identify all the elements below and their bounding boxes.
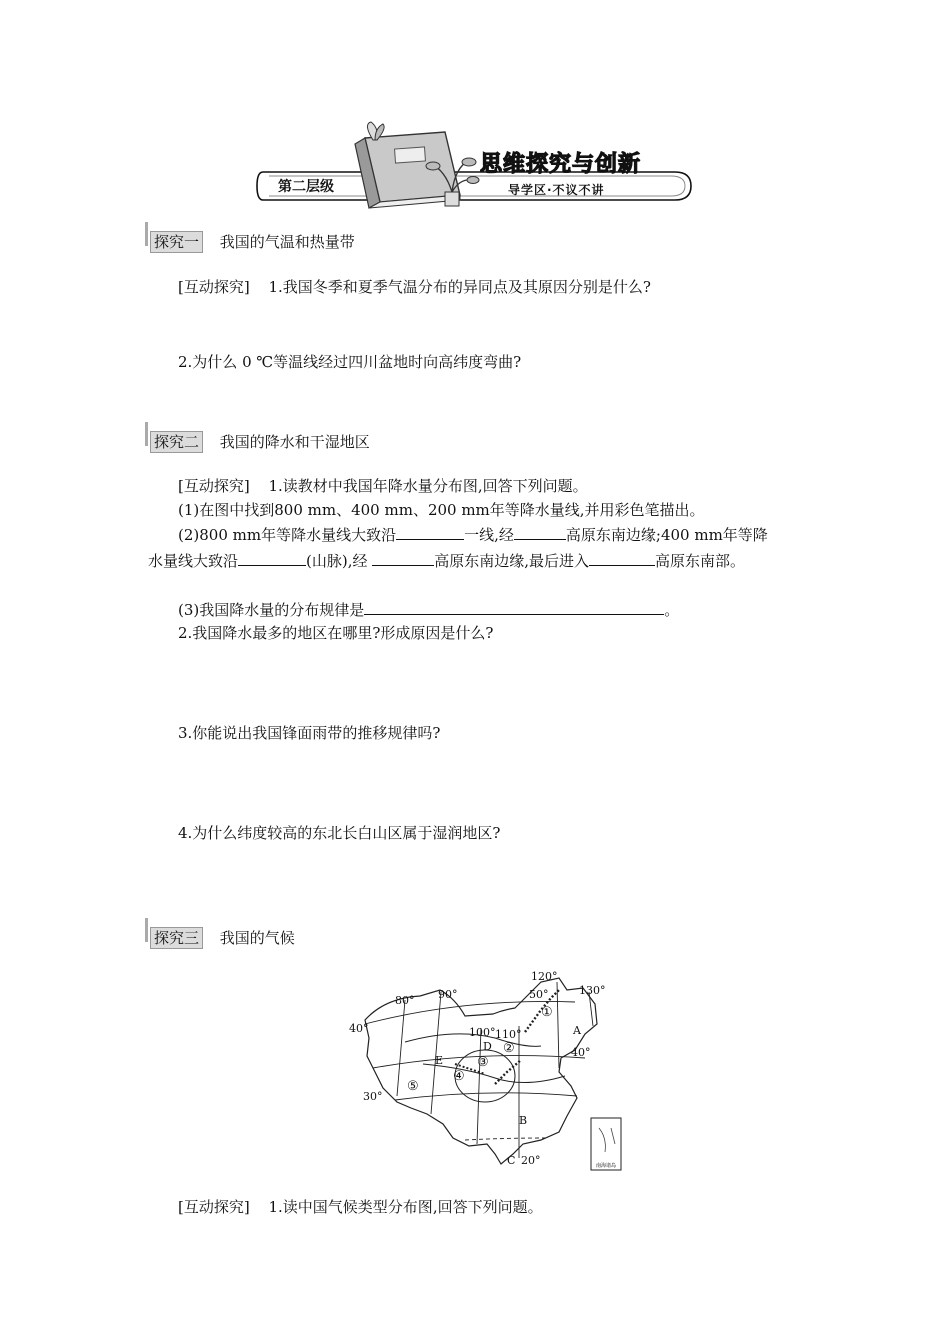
text-segment: 。 [664,601,680,619]
lon-120-label: 120° [531,970,558,983]
fill-blank[interactable] [372,549,434,566]
region-c-label: C [507,1154,516,1167]
text-segment: 水量线大致沿 [148,552,239,570]
lat-40-east-label: 40° [571,1046,591,1059]
south-china-sea-inset [591,1118,621,1170]
banner-title: 思维探究与创新 [480,152,642,177]
section-2-question-1a: (1)在图中找到800 mm、400 mm、200 mm年等降水量线,并用彩色笔描出。 [178,501,705,519]
fill-blank[interactable] [364,598,664,615]
interactive-prefix: [互动探究] [178,278,250,296]
region-e-label: E [435,1054,444,1067]
section-1-header [150,231,355,253]
inset-label: 南海诸岛 [595,1163,617,1169]
banner-level-label: 第二层级 [278,179,334,195]
section-2-question-4: 4.为什么纬度较高的东北长白山区属于湿润地区? [178,824,501,842]
region-a-label: A [573,1024,581,1037]
marker-5-label: ⑤ [407,1079,419,1094]
section-1-tag: 探究一 [150,231,203,253]
fill-blank[interactable] [396,523,464,540]
lon-90-label: 90° [438,988,458,1001]
text-segment: 高原东南边缘;400 mm年等降 [565,526,768,544]
question-text: 1.我国冬季和夏季气温分布的异同点及其原因分别是什么? [268,278,651,296]
lon-110-label: 110° [495,1028,522,1041]
section-2-title: 我国的降水和干湿地区 [219,433,370,451]
lon-130-label: 130° [579,984,606,997]
region-b-label: B [519,1114,528,1127]
marker-2-label: ② [503,1041,515,1056]
lat-30-label: 30° [363,1090,383,1103]
text-segment: 高原东南部。 [655,552,746,570]
section-2-question-1 [178,475,588,497]
section-2-tag: 探究二 [150,431,203,453]
interactive-prefix: [互动探究] [178,1198,250,1216]
section-1-question-1 [178,276,651,298]
lat-40-west-label: 40° [349,1022,369,1035]
lon-100-label: 100° [469,1026,496,1039]
text-segment: (山脉),经 [306,552,373,570]
section-3-title: 我国的气候 [219,929,295,947]
section-marker [145,222,148,246]
section-2-question-2: 2.我国降水最多的地区在哪里?形成原因是什么? [178,624,494,642]
section-1-question-2: 2.为什么 0 ℃等温线经过四川盆地时向高纬度弯曲? [178,353,522,371]
section-2-question-1c [178,598,679,621]
text-segment: (3)我国降水量的分布规律是 [178,601,365,619]
question-text: 1.读教材中我国年降水量分布图,回答下列问题。 [268,477,588,495]
marker-4-label: ④ [453,1069,465,1084]
fill-blank[interactable] [514,523,566,540]
marker-3-label: ③ [477,1055,489,1070]
lon-80-label: 80° [395,994,415,1007]
lat-20-label: 20° [521,1154,541,1167]
section-3-question-1 [178,1196,543,1218]
section-1-title: 我国的气温和热量带 [219,233,355,251]
text-segment: 高原东南边缘,最后进入 [434,552,590,570]
marker-1-label: ① [541,1005,553,1020]
section-2-question-1b-line1 [178,523,768,546]
banner-subtitle: 导学区·不议不讲 [508,183,605,197]
section-2-header [150,431,370,453]
question-text: 1.读中国气候类型分布图,回答下列问题。 [268,1198,543,1216]
section-3-header [150,927,295,949]
section-2-question-3: 3.你能说出我国锋面雨带的推移规律吗? [178,724,441,742]
text-segment: 一线,经 [464,526,514,544]
section-marker [145,422,148,446]
section-marker [145,918,148,942]
region-d-label: D [483,1040,492,1053]
book-icon [355,132,460,208]
fill-blank[interactable] [238,549,306,566]
china-climate-map [345,968,625,1173]
section-2-question-1b-line2 [148,549,745,572]
lat-50-label: 50° [529,988,549,1001]
text-segment: (2)800 mm年等降水量线大致沿 [178,526,397,544]
interactive-prefix: [互动探究] [178,477,250,495]
fill-blank[interactable] [589,549,655,566]
section-3-tag: 探究三 [150,927,203,949]
